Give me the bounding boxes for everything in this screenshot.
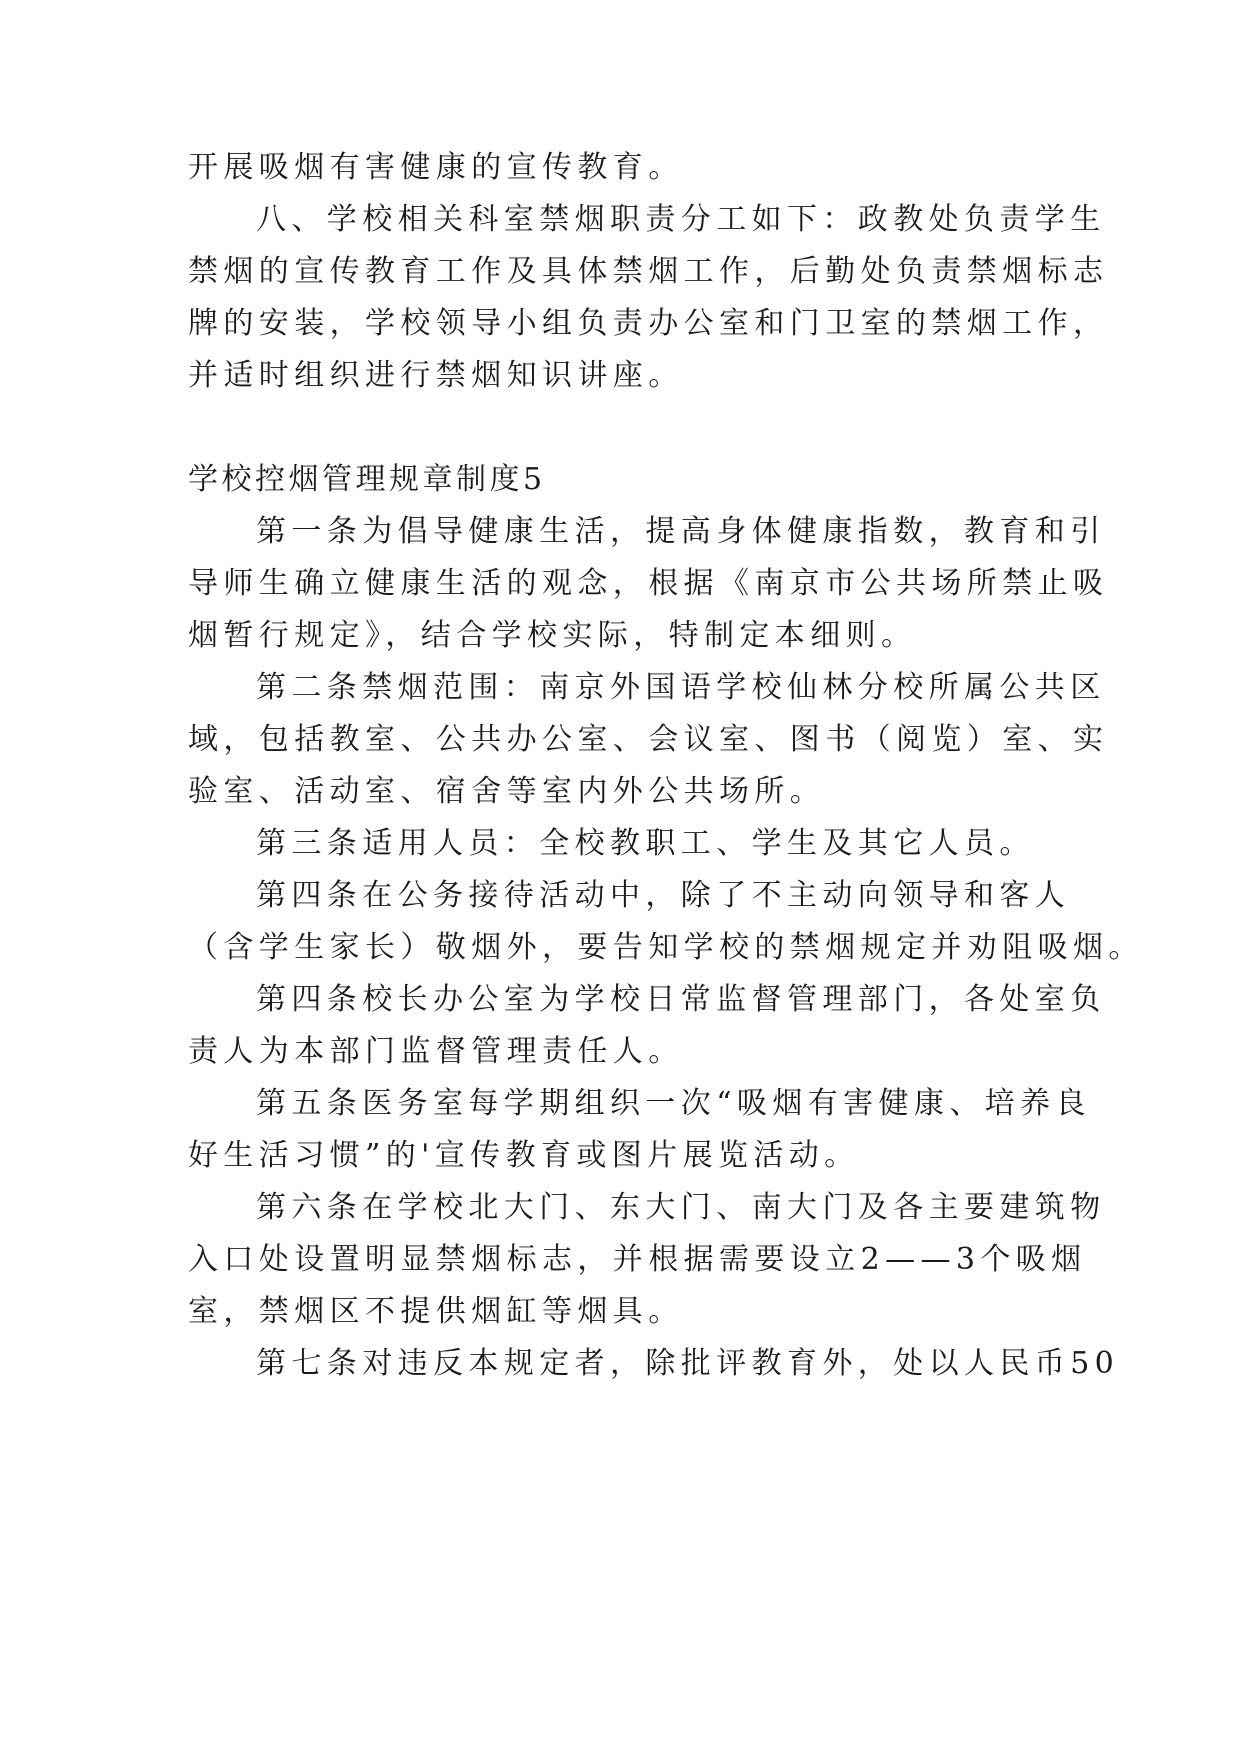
text-line: 烟暂行规定》，结合学校实际，特制定本细则。 <box>188 618 917 653</box>
text-line: 导师生确立健康生活的观念，根据《南京市公共场所禁止吸 <box>188 566 1109 601</box>
text-line: 第二条禁烟范围：南京外国语学校仙林分校所属公共区 <box>256 670 1106 705</box>
text-line: 八、学校相关科室禁烟职责分工如下：政教处负责学生 <box>256 202 1106 237</box>
text-line: 第七条对违反本规定者，除批评教育外，处以人民币50 <box>256 1346 1120 1381</box>
text-line: 开展吸烟有害健康的宣传教育。 <box>188 150 684 185</box>
section-heading: 学校控烟管理规章制度5 <box>188 462 546 497</box>
text-line: 验室、活动室、宿舍等室内外公共场所。 <box>188 774 826 809</box>
text-line: 第一条为倡导健康生活，提高身体健康指数，教育和引 <box>256 514 1106 549</box>
text-line: 牌的安装，学校领导小组负责办公室和门卫室的禁烟工作， <box>188 306 1109 341</box>
text-line: 第四条校长办公室为学校日常监督管理部门，各处室负 <box>256 982 1106 1017</box>
text-line: 域，包括教室、公共办公室、会议室、图书（阅览）室、实 <box>188 722 1109 757</box>
text-line: （含学生家长）敬烟外，要告知学校的禁烟规定并劝阻吸烟。 <box>188 930 1144 965</box>
text-line: 入口处设置明显禁烟标志，并根据需要设立2——3个吸烟 <box>188 1242 1087 1277</box>
text-line: 并适时组织进行禁烟知识讲座。 <box>188 358 684 393</box>
text-line: 好生活习惯”的'宣传教育或图片展览活动。 <box>188 1138 860 1173</box>
text-line: 第五条医务室每学期组织一次“吸烟有害健康、培养良 <box>256 1086 1091 1121</box>
text-line: 责人为本部门监督管理责任人。 <box>188 1034 684 1069</box>
text-line: 第三条适用人员：全校教职工、学生及其它人员。 <box>256 826 1035 861</box>
text-line: 第六条在学校北大门、东大门、南大门及各主要建筑物 <box>256 1190 1106 1225</box>
text-line: 第四条在公务接待活动中，除了不主动向领导和客人 <box>256 878 1071 913</box>
text-line: 禁烟的宣传教育工作及具体禁烟工作，后勤处负责禁烟标志 <box>188 254 1109 289</box>
text-line: 室，禁烟区不提供烟缸等烟具。 <box>188 1294 684 1329</box>
